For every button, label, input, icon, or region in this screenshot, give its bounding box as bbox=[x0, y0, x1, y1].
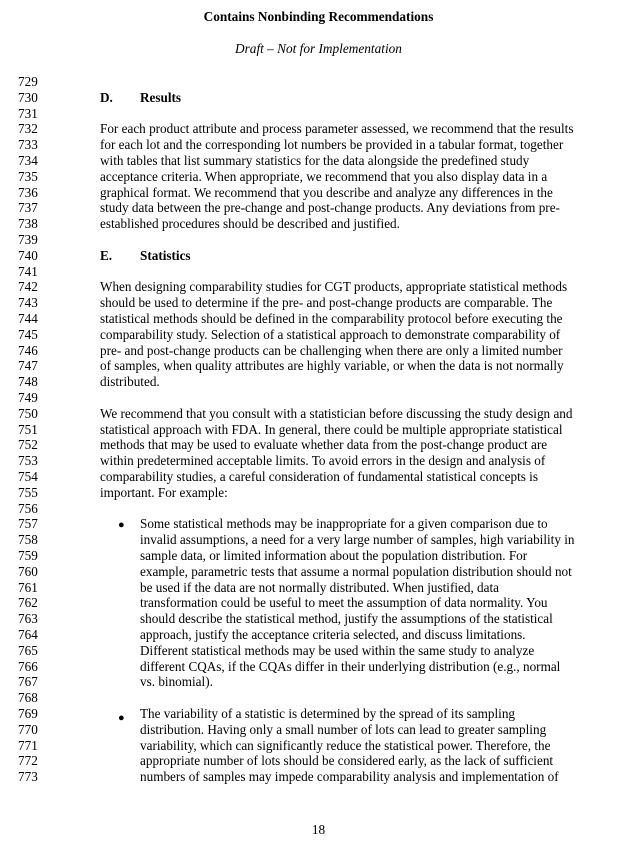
paragraph-line: graphical format. We recommend that you describe and analyze any differences in the bbox=[100, 185, 553, 200]
bullet-line: example, parametric tests that assume a normal population distribution should not bbox=[140, 564, 572, 579]
section-d-title: Results bbox=[140, 90, 182, 105]
paragraph-line: acceptance criteria. When appropriate, we recommend that you also display data in a bbox=[100, 169, 548, 184]
paragraph-line: For each product attribute and process parameter assessed, we recommend that the results bbox=[100, 121, 574, 136]
bullet-line: numbers of samples may impede comparability analysis and implementation of bbox=[140, 769, 559, 784]
line-number: 772 bbox=[18, 753, 38, 768]
bullet-line: should describe the statistical method, justify the assumptions of the statistical bbox=[140, 611, 553, 626]
bullet-line: invalid assumptions, a need for a very large number of samples, high variability in bbox=[140, 532, 575, 547]
paragraph-line: with tables that list summary statistics for the data alongside the predefined study bbox=[100, 153, 530, 168]
line-number: 756 bbox=[18, 501, 38, 516]
line-number: 738 bbox=[18, 216, 38, 231]
line-number: 764 bbox=[18, 627, 38, 642]
paragraph-line: study data between the pre-change and post-change products. Any deviations from pre- bbox=[100, 200, 560, 215]
line-number: 739 bbox=[18, 232, 38, 247]
paragraph-line: methods that may be used to evaluate whether data from the post-change product are bbox=[100, 437, 548, 452]
line-number: 768 bbox=[18, 690, 38, 705]
line-number: 737 bbox=[18, 200, 38, 215]
section-e-letter: E. bbox=[100, 248, 113, 263]
paragraph-line: established procedures should be described and justified. bbox=[100, 216, 400, 231]
line-number: 735 bbox=[18, 169, 38, 184]
bullet-line: sample data, or limited information about the population distribution. For bbox=[140, 548, 528, 563]
line-number: 743 bbox=[18, 295, 38, 310]
paragraph-line: of samples, when quality attributes are highly variable, or when the data is not normally bbox=[100, 358, 564, 373]
bullet-line: different CQAs, if the CQAs differ in their underlying distribution (e.g., normal bbox=[140, 659, 561, 674]
line-number: 742 bbox=[18, 279, 38, 294]
bullet-line: Some statistical methods may be inappropriate for a given comparison due to bbox=[140, 516, 548, 531]
paragraph-line: distributed. bbox=[100, 374, 160, 389]
line-number: 748 bbox=[18, 374, 38, 389]
paragraph-line: We recommend that you consult with a statistician before discussing the study design and bbox=[100, 406, 573, 421]
line-number: 751 bbox=[18, 422, 38, 437]
line-number: 729 bbox=[18, 74, 38, 89]
bullet-line: variability, which can significantly reduce the statistical power. Therefore, the bbox=[140, 738, 551, 753]
paragraph-line: important. For example: bbox=[100, 485, 228, 500]
line-number: 753 bbox=[18, 453, 38, 468]
paragraph-line: comparability study. Selection of a statistical approach to demonstrate comparability of bbox=[100, 327, 561, 342]
line-number: 758 bbox=[18, 532, 38, 547]
line-number: 733 bbox=[18, 137, 38, 152]
line-number: 746 bbox=[18, 343, 38, 358]
line-number: 736 bbox=[18, 185, 38, 200]
line-number: 750 bbox=[18, 406, 38, 421]
line-number: 769 bbox=[18, 706, 38, 721]
paragraph-line: pre- and post-change products can be challenging when there are only a limited number bbox=[100, 343, 563, 358]
bullet-icon: ● bbox=[118, 519, 125, 531]
line-number: 745 bbox=[18, 327, 38, 342]
bullet-line: Different statistical methods may be used within the same study to analyze bbox=[140, 643, 535, 658]
bullet-line: appropriate number of lots should be considered early, as the lack of sufficient bbox=[140, 753, 554, 768]
line-number: 731 bbox=[18, 106, 38, 121]
draft-notice: Draft – Not for Implementation bbox=[235, 41, 402, 56]
paragraph-line: for each lot and the corresponding lot numbers be provided in a tabular format, together bbox=[100, 137, 564, 152]
line-number: 747 bbox=[18, 358, 38, 373]
line-number: 773 bbox=[18, 769, 38, 784]
bullet-line: vs. binomial). bbox=[140, 674, 213, 689]
paragraph-line: comparability studies, a careful consideration of fundamental statistical concepts is bbox=[100, 469, 538, 484]
paragraph-line: should be used to determine if the pre- and post-change products are comparable. The bbox=[100, 295, 553, 310]
line-number: 765 bbox=[18, 643, 38, 658]
line-number: 730 bbox=[18, 90, 38, 105]
line-number: 744 bbox=[18, 311, 38, 326]
line-number: 766 bbox=[18, 659, 38, 674]
line-number: 762 bbox=[18, 595, 38, 610]
bullet-line: be used if the data are not normally distributed. When justified, data bbox=[140, 580, 500, 595]
paragraph-line: When designing comparability studies for CGT products, appropriate statistical methods bbox=[100, 279, 568, 294]
line-number: 734 bbox=[18, 153, 38, 168]
paragraph-line: within predetermined acceptable limits. To avoid errors in the design and analysis of bbox=[100, 453, 546, 468]
line-number: 771 bbox=[18, 738, 38, 753]
bullet-line: approach, justify the acceptance criteria selected, and discuss limitations. bbox=[140, 627, 526, 642]
line-number: 754 bbox=[18, 469, 38, 484]
bullet-icon: ● bbox=[118, 712, 125, 724]
line-number: 760 bbox=[18, 564, 38, 579]
line-number: 749 bbox=[18, 390, 38, 405]
bullet-line: The variability of a statistic is determined by the spread of its sampling bbox=[140, 706, 516, 721]
line-number: 732 bbox=[18, 121, 38, 136]
paragraph-line: statistical approach with FDA. In general, there could be multiple appropriate statistical bbox=[100, 422, 563, 437]
line-number: 770 bbox=[18, 722, 38, 737]
bullet-line: transformation could be useful to meet the assumption of data normality. You bbox=[140, 595, 548, 610]
line-number: 755 bbox=[18, 485, 38, 500]
section-e-title: Statistics bbox=[140, 248, 191, 263]
running-header: Contains Nonbinding Recommendations bbox=[203, 9, 434, 24]
line-number: 759 bbox=[18, 548, 38, 563]
line-number: 741 bbox=[18, 264, 38, 279]
section-d-letter: D. bbox=[100, 90, 113, 105]
paragraph-line: statistical methods should be defined in the comparability protocol before executing the bbox=[100, 311, 563, 326]
line-number: 763 bbox=[18, 611, 38, 626]
line-number: 752 bbox=[18, 437, 38, 452]
line-number: 767 bbox=[18, 674, 38, 689]
line-number: 740 bbox=[18, 248, 38, 263]
line-number: 757 bbox=[18, 516, 38, 531]
bullet-line: distribution. Having only a small number of lots can lead to greater sampling bbox=[140, 722, 547, 737]
line-number: 761 bbox=[18, 580, 38, 595]
page-number: 18 bbox=[311, 822, 326, 837]
